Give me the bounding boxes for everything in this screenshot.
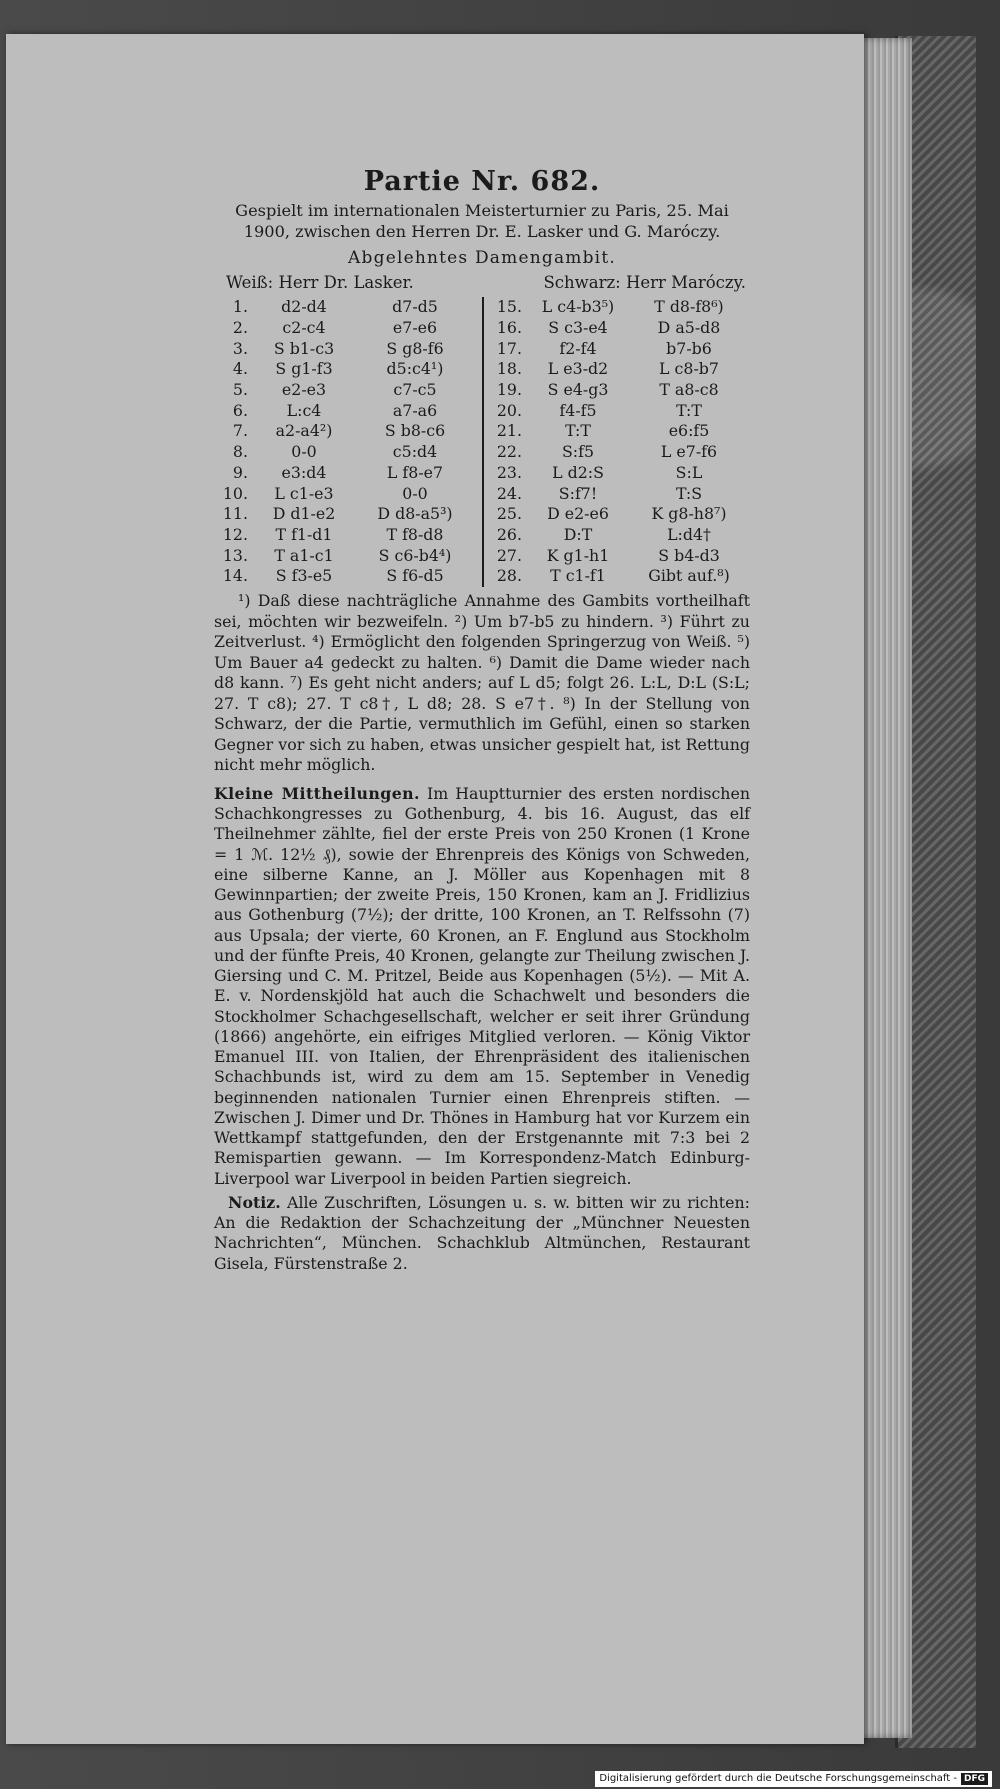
move-row bbox=[488, 484, 750, 505]
black-move: c5:d4 bbox=[392, 442, 438, 462]
move-row bbox=[488, 566, 750, 587]
white-move: 0-0 bbox=[291, 442, 317, 462]
credit-text: Digitalisierung gefördert durch die Deutsche Forschungsgemeinschaft - bbox=[599, 1773, 957, 1784]
move-number: 21. bbox=[496, 421, 522, 441]
move-number: 1. bbox=[232, 297, 248, 317]
move-row bbox=[488, 339, 750, 360]
move-row bbox=[488, 401, 750, 422]
page-content bbox=[214, 166, 750, 1274]
black-player: Schwarz: Herr Maróczy. bbox=[543, 272, 746, 292]
move-table bbox=[214, 297, 750, 587]
move-row bbox=[214, 504, 476, 525]
moves-column-left bbox=[214, 297, 484, 587]
white-move: d2-d4 bbox=[281, 297, 327, 317]
move-number: 11. bbox=[222, 504, 248, 524]
move-number: 4. bbox=[232, 359, 248, 379]
white-move: S:f5 bbox=[561, 442, 595, 462]
move-number: 9. bbox=[232, 462, 248, 482]
move-row bbox=[488, 504, 750, 525]
page-edges bbox=[860, 38, 912, 1738]
black-move: e6:f5 bbox=[668, 421, 710, 441]
white-player: Weiß: Herr Dr. Lasker. bbox=[226, 272, 414, 292]
white-move: f4-f5 bbox=[559, 400, 597, 420]
black-move: L e7-f6 bbox=[660, 442, 718, 462]
opening-name: Abgelehntes Damengambit. bbox=[348, 248, 616, 268]
move-number: 8. bbox=[232, 442, 248, 462]
white-move: c2-c4 bbox=[282, 317, 326, 337]
move-row bbox=[214, 442, 476, 463]
move-row bbox=[214, 359, 476, 380]
move-row bbox=[214, 297, 476, 318]
move-row bbox=[214, 525, 476, 546]
black-move: Gibt auf.⁸) bbox=[648, 566, 730, 586]
white-move: T c1-f1 bbox=[550, 566, 606, 586]
move-number: 15. bbox=[496, 297, 522, 317]
move-row bbox=[488, 546, 750, 567]
move-row bbox=[488, 318, 750, 339]
news-lead: Kleine Mittheilungen. bbox=[214, 783, 420, 803]
black-move: a7-a6 bbox=[392, 400, 438, 420]
move-row bbox=[488, 380, 750, 401]
black-move: d7-d5 bbox=[392, 297, 438, 317]
move-number: 19. bbox=[496, 380, 522, 399]
move-row bbox=[488, 463, 750, 484]
black-move: S:L bbox=[675, 462, 703, 482]
black-move: L c8-b7 bbox=[659, 359, 719, 379]
move-number: 3. bbox=[232, 338, 248, 358]
digitization-credit bbox=[595, 1771, 992, 1787]
white-move: f2-f4 bbox=[559, 338, 597, 358]
notice-lead: Notiz. bbox=[228, 1192, 281, 1212]
move-number: 13. bbox=[222, 545, 248, 565]
black-move: L f8-e7 bbox=[386, 462, 444, 482]
white-move: D e2-e6 bbox=[547, 504, 609, 524]
game-notes: ¹) Daß diese nachträgliche Annahme des Gambits vortheilhaft sei, möchten wir bezweifeln. ²) Um b7-b5 zu hindern. ³) Führt zu Zeitverlust. ⁴) Ermöglicht den folgenden Springerzug von Weiß. ⁵) Um Bauer a4 gedeckt zu halten. ⁶) Damit die Dame wieder nach d8 kann. ⁷) Es geht nicht anders; auf L d5; folgt 26. L:L, D:L (S:L; 27. T c8); 27. T c8†, L d8; 28. S e7†. ⁸) In der Stellung von Schwarz, der die Partie, vermuthlich im Gefühl, einen so starken Gegner vor sich zu haben, etwas unsicher gespielt hat, ist Rettung nicht mehr möglich. bbox=[214, 591, 750, 775]
move-number: 25. bbox=[496, 504, 522, 524]
white-move: L c1-e3 bbox=[274, 483, 334, 503]
move-number: 16. bbox=[496, 317, 522, 337]
move-row bbox=[214, 484, 476, 505]
black-move: 0-0 bbox=[402, 483, 428, 503]
white-move: S g1-f3 bbox=[275, 359, 333, 379]
black-move: T:S bbox=[675, 483, 703, 503]
black-move: S g8-f6 bbox=[386, 338, 444, 358]
black-move: K g8-h8⁷) bbox=[651, 504, 727, 524]
move-row bbox=[214, 380, 476, 401]
move-row bbox=[488, 421, 750, 442]
notice-paragraph bbox=[214, 1193, 750, 1274]
move-number: 26. bbox=[496, 524, 522, 544]
move-number: 22. bbox=[496, 442, 522, 462]
black-move: d5:c4¹) bbox=[386, 359, 444, 379]
white-move: L:c4 bbox=[286, 400, 322, 420]
article-title: Partie Nr. 682. bbox=[363, 166, 601, 197]
white-move: T:T bbox=[565, 421, 591, 441]
black-move: T d8-f8⁶) bbox=[654, 297, 724, 317]
move-number: 14. bbox=[222, 566, 248, 586]
move-number: 23. bbox=[496, 462, 522, 482]
dfg-logo: DFG bbox=[961, 1773, 988, 1785]
move-number: 2. bbox=[232, 317, 248, 337]
move-row bbox=[214, 566, 476, 587]
black-move: L:d4† bbox=[667, 524, 711, 544]
move-row bbox=[488, 525, 750, 546]
black-move: S c6-b4⁴) bbox=[378, 545, 452, 565]
black-move: T f8-d8 bbox=[386, 524, 444, 544]
white-move: S f3-e5 bbox=[275, 566, 333, 586]
players-row bbox=[214, 273, 750, 294]
article-intro: Gespielt im internationalen Meisterturnier zu Paris, 25. Mai 1900, zwischen den Herren Dr. E. Lasker und G. Maróczy. bbox=[235, 201, 729, 241]
move-row bbox=[214, 463, 476, 484]
black-move: S b8-c6 bbox=[384, 421, 446, 441]
black-move: S b4-d3 bbox=[658, 545, 720, 565]
white-move: e3:d4 bbox=[281, 462, 327, 482]
news-paragraph bbox=[214, 784, 750, 1189]
move-row bbox=[214, 401, 476, 422]
white-move: L e3-d2 bbox=[547, 359, 609, 379]
moves-column-right bbox=[484, 297, 750, 587]
white-move: e2-e3 bbox=[281, 380, 327, 399]
move-number: 24. bbox=[496, 483, 522, 503]
black-move: T a8-c8 bbox=[659, 380, 719, 399]
move-row bbox=[214, 546, 476, 567]
move-number: 12. bbox=[222, 524, 248, 544]
white-move: S e4-g3 bbox=[547, 380, 609, 399]
move-row bbox=[214, 339, 476, 360]
black-move: T:T bbox=[676, 400, 702, 420]
move-number: 27. bbox=[496, 545, 522, 565]
move-number: 10. bbox=[222, 483, 248, 503]
move-row bbox=[488, 442, 750, 463]
move-row bbox=[488, 359, 750, 380]
move-number: 20. bbox=[496, 400, 522, 420]
white-move: D:T bbox=[563, 524, 593, 544]
white-move: K g1-h1 bbox=[546, 545, 610, 565]
move-number: 18. bbox=[496, 359, 522, 379]
white-move: a2-a4²) bbox=[275, 421, 333, 441]
move-number: 6. bbox=[232, 400, 248, 420]
white-move: T f1-d1 bbox=[275, 524, 333, 544]
white-move: L d2:S bbox=[552, 462, 604, 482]
white-move: S c3-e4 bbox=[548, 317, 608, 337]
black-move: S f6-d5 bbox=[386, 566, 444, 586]
news-text: Im Hauptturnier des ersten nordischen Schachkongresses zu Gothenburg, 4. bis 16. August, das elf Theilnehmer zählte, fiel der erste Preis von 250 Kronen (1 Krone = 1 ℳ. 12½ ₰), sowie der Ehrenpreis des Königs von Schweden, eine silberne Kanne, an J. Möller aus Kopenhagen mit 8 Gewinnpartien; der zweite Preis, 150 Kronen, kam an J. Fridlizius aus Gothenburg (7½); der dritte, 100 Kronen, an T. Relfssohn (7) aus Upsala; der vierte, 60 Kronen, an F. Englund aus Stockholm und der fünfte Preis, 40 Kronen, gelangte zur Theilung zwischen J. Giersing und C. M. Pritzel, Beide aus Kopenhagen (5½). — Mit A. E. v. Nordenskjöld hat auch die Schachwelt und besonders die Stockholmer Schachgesellschaft, welcher er seit ihrer Gründung (1866) angehörte, ein eifriges Mitglied verloren. — König Viktor Emanuel III. von Italien, der Ehrenpräsident des italienischen Schachbunds ist, wird zu dem am 15. September in Venedig beginnenden nationalen Turnier einen Ehrenpreis stiften. — Zwischen J. Dimer und Dr. Thönes in Hamburg hat vor Kurzem ein Wettkampf stattgefunden, den der Erstgenannte mit 7:3 bei 2 Remispartien gewann. — Im Korrespondenz-Match Edinburg-Liverpool war Liverpool in beiden Partien siegreich. bbox=[214, 783, 750, 1188]
move-row bbox=[214, 318, 476, 339]
white-move: T a1-c1 bbox=[274, 545, 334, 565]
white-move: S b1-c3 bbox=[273, 338, 335, 358]
move-number: 5. bbox=[232, 380, 248, 399]
white-move: L c4-b3⁵) bbox=[541, 297, 615, 317]
black-move: D d8-a5³) bbox=[377, 504, 453, 524]
book-page bbox=[6, 34, 864, 1744]
move-row bbox=[214, 421, 476, 442]
move-row bbox=[488, 297, 750, 318]
black-move: D a5-d8 bbox=[657, 317, 721, 337]
white-move: S:f7! bbox=[558, 483, 598, 503]
white-move: D d1-e2 bbox=[272, 504, 336, 524]
move-number: 28. bbox=[496, 566, 522, 586]
black-move: c7-c5 bbox=[393, 380, 437, 399]
black-move: b7-b6 bbox=[666, 338, 712, 358]
move-number: 17. bbox=[496, 338, 522, 358]
black-move: e7-e6 bbox=[392, 317, 438, 337]
notice-text: Alle Zuschriften, Lösungen u. s. w. bitten wir zu richten: An die Redaktion der Schachzeitung der „Münchner Neuesten Nachrichten“, München. Schachklub Altmünchen, Restaurant Gisela, Fürstenstraße 2. bbox=[214, 1192, 750, 1273]
move-number: 7. bbox=[232, 421, 248, 441]
